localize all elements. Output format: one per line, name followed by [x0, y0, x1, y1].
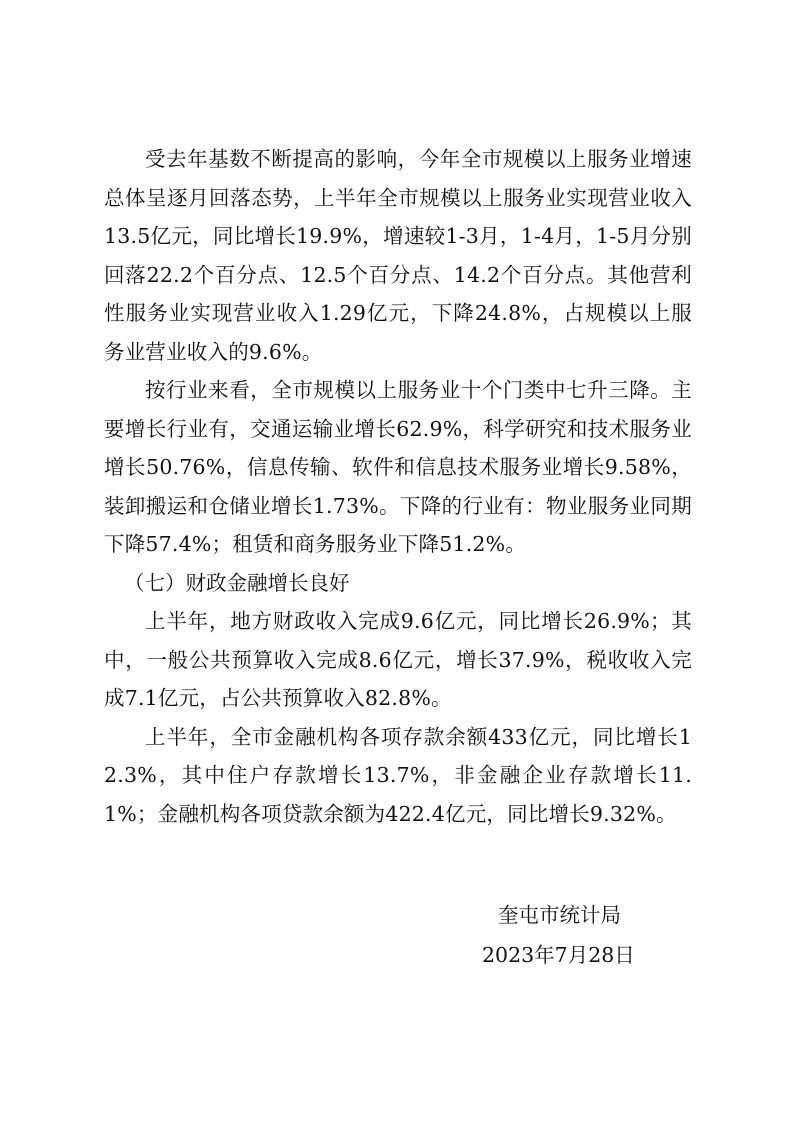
paragraph-industry-breakdown: 按行业来看，全市规模以上服务业十个门类中七升三降。主要增长行业有，交通运输业增长62.9%，科学研究和技术服务业增长50.76%，信息传输、软件和信息技术服务业增长9.58%，装卸搬运和仓储业增长1.73%。下降的行业有：物业服务业同期下降57.4%；租赁和商务服务业下降51.2%。	[104, 378, 692, 556]
document-body	[104, 140, 692, 833]
paragraph-financial-deposits: 上半年，全市金融机构各项存款余额433亿元，同比增长12.3%，其中住户存款增长13.7%，非金融企业存款增长11.1%；金融机构各项贷款余额为422.4亿元，同比增长9.32%。	[104, 724, 692, 826]
paragraph-fiscal-revenue: 上半年，地方财政收入完成9.6亿元，同比增长26.9%；其中，一般公共预算收入完成8.6亿元，增长37.9%，税收收入完成7.1亿元，占公共预算收入82.8%。	[104, 609, 692, 710]
paragraph-services-revenue: 受去年基数不断提高的影响，今年全市规模以上服务业增速总体呈逐月回落态势，上半年全市规模以上服务业实现营业收入13.5亿元，同比增长19.9%，增速较1-3月，1-4月，1-5月分别回落22.2个百分点、12.5个百分点、14.2个百分点。其他营利性服务业实现营业收入1.29亿元，下降24.8%，占规模以上服务业营业收入的9.6%。	[104, 147, 692, 364]
signature-date: 2023年7月28日	[482, 943, 635, 967]
signature-block	[430, 895, 690, 975]
signature-organization: 奎屯市统计局	[498, 903, 621, 927]
section-heading-finance: （七）财政金融增长良好	[124, 570, 350, 595]
